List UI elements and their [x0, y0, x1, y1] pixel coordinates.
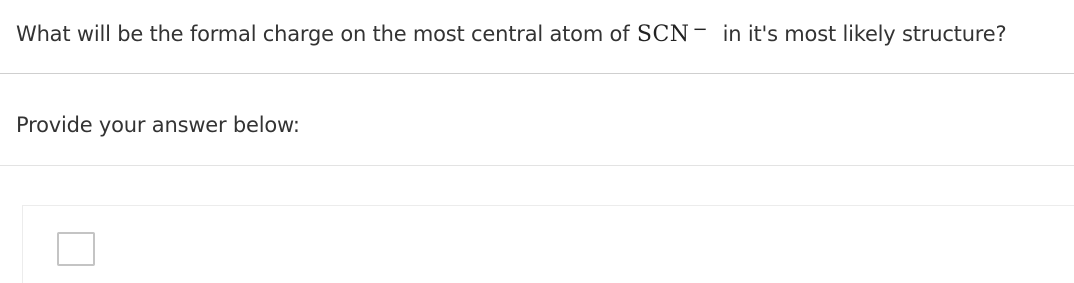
chemical-formula: [636, 19, 714, 47]
answer-input[interactable]: [57, 232, 95, 266]
answer-prompt: Provide your answer below:: [16, 113, 300, 137]
formula-symbol: SCN: [636, 22, 690, 47]
divider: [0, 165, 1074, 166]
divider: [0, 73, 1074, 74]
question-suffix: in it's most likely structure?: [722, 22, 1007, 46]
question-prefix: What will be the formal charge on the most central atom of: [16, 22, 630, 46]
question-text: [16, 18, 1070, 51]
formula-charge: −: [692, 19, 709, 40]
answer-panel: [22, 205, 1074, 283]
